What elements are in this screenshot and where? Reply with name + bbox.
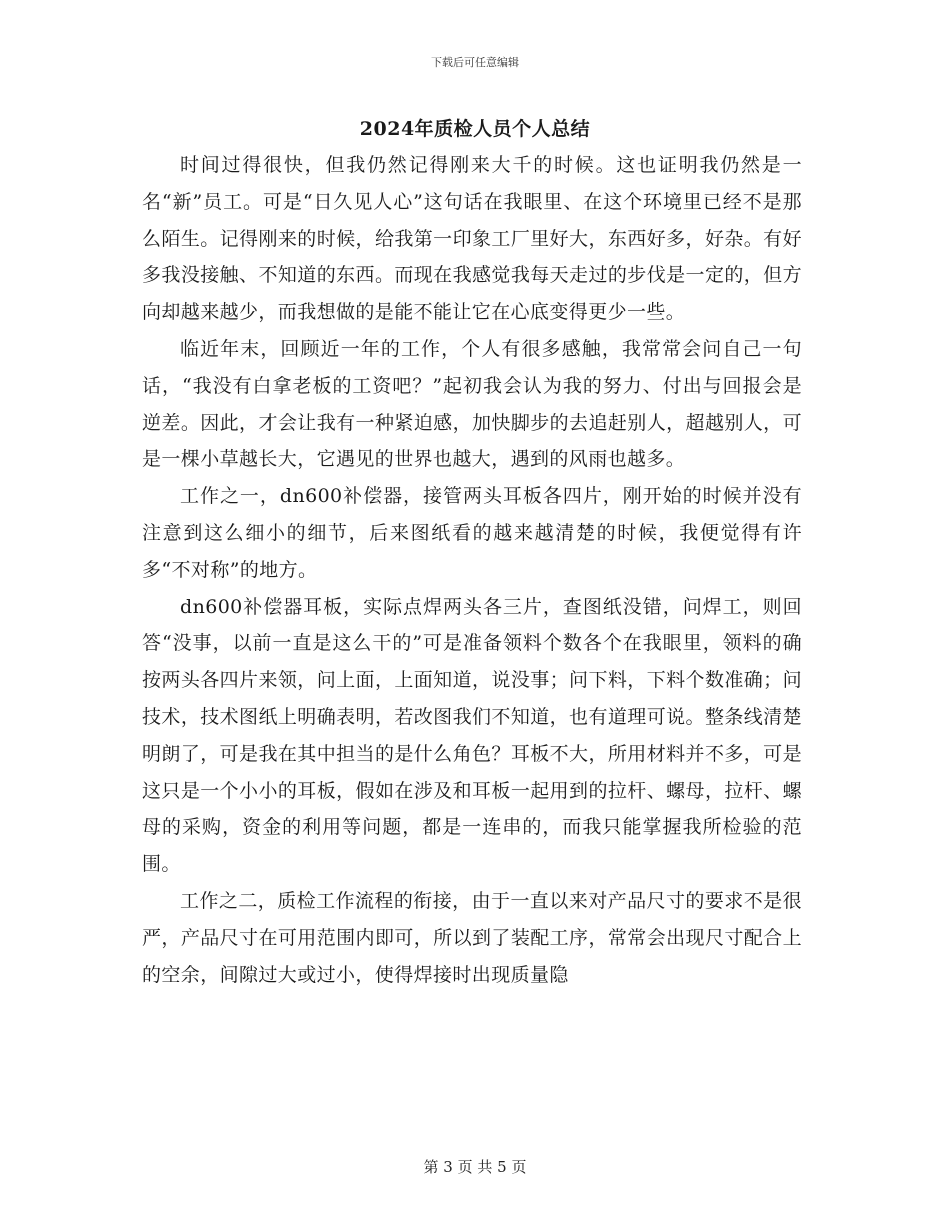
paragraph-2: 临近年末，回顾近一年的工作，个人有很多感触，我常常会问自己一句话，“我没有白拿老板的工资吧？”起初我会认为我的努力、付出与回报会是逆差。因此，才会让我有一种紧迫感，加快脚步的去追赶别人，超越别人，可是一棵小草越长大，它遇见的世界也越大，遇到的风雨也越多。 (142, 337, 802, 471)
paragraph-5: 工作之二，质检工作流程的衔接，由于一直以来对产品尺寸的要求不是很严，产品尺寸在可用范围内即可，所以到了装配工序，常常会出现尺寸配合上的空余，间隙过大或过小，使得焊接时出现质量隐 (142, 889, 802, 986)
document-title: 2024年质检人员个人总结 (359, 118, 591, 140)
paragraph-3: 工作之一，dn600补偿器，接管两头耳板各四片，刚开始的时候并没有注意到这么细小的细节，后来图纸看的越来越清楚的时候，我便觉得有许多“不对称”的地方。 (142, 485, 802, 581)
document-body (142, 147, 802, 993)
header-note: 下载后可任意编辑 (431, 56, 519, 69)
page-footer: 第 3 页 共 5 页 (423, 1158, 527, 1176)
paragraph-4: dn600补偿器耳板，实际点焊两头各三片，查图纸没错，问焊工，则回答“没事，以前一直是这么干的”可是准备领料个数各个在我眼里，领料的确按两头各四片来领，问上面，上面知道，说没事；问下料，下料个数准确；问技术，技术图纸上明确表明，若改图我们不知道，也有道理可说。整条线清楚明朗了，可是我在其中担当的是什么角色？耳板不大，所用材料并不多，可是这只是一个小小的耳板，假如在涉及和耳板一起用到的拉杆、螺母，拉杆、螺母的采购，资金的利用等问题，都是一连串的，而我只能掌握我所检验的范围。 (142, 595, 802, 876)
paragraph-1: 时间过得很快，但我仍然记得刚来大千的时候。这也证明我仍然是一名“新”员工。可是“日久见人心”这句话在我眼里、在这个环境里已经不是那么陌生。记得刚来的时候，给我第一印象工厂里好大，东西好多，好杂。有好多我没接触、不知道的东西。而现在我感觉我每天走过的步伐是一定的，但方向却越来越少，而我想做的是能不能让它在心底变得更少一些。 (142, 154, 802, 324)
